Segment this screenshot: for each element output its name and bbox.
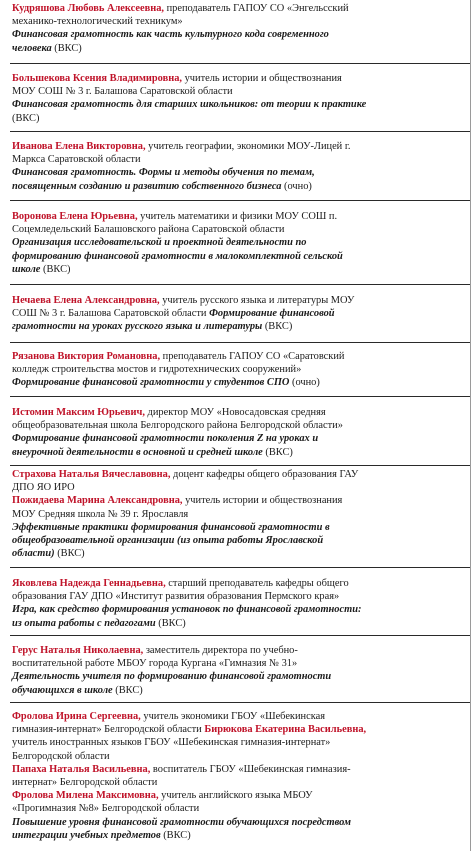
talk-topic: внеурочной деятельности в основной и средней школе bbox=[12, 446, 263, 458]
text-line bbox=[12, 829, 460, 842]
entry-text: директор МОУ «Новосадовская средняя bbox=[144, 407, 326, 418]
text-line bbox=[12, 710, 460, 723]
divider bbox=[10, 342, 470, 343]
text-line bbox=[12, 180, 460, 193]
text-line bbox=[12, 494, 460, 507]
text-line bbox=[12, 590, 460, 603]
talk-topic: общеобразовательной организации (из опыта работы Ярославской bbox=[12, 535, 324, 547]
text-line bbox=[12, 657, 460, 670]
talk-topic: Деятельность учителя по формированию финансовой грамотности bbox=[12, 671, 332, 683]
text-line bbox=[12, 577, 460, 590]
talk-topic: Финансовая грамотность. Формы и методы обучения по темам, bbox=[12, 167, 315, 179]
speaker-name: Большекова Ксения Владимировна, bbox=[12, 73, 183, 84]
talk-topic: посвященным созданию и развитию собственного бизнеса bbox=[12, 180, 282, 192]
entry-text: учитель английского языка МБОУ bbox=[158, 790, 313, 802]
text-line bbox=[12, 42, 460, 55]
participant-entry bbox=[12, 710, 460, 842]
entry-text: учитель математики и физики МОУ СОШ п. bbox=[137, 211, 338, 222]
text-line bbox=[12, 307, 460, 320]
talk-topic: Формирование финансовой грамотности у студентов СПО bbox=[12, 377, 290, 389]
text-line bbox=[12, 670, 460, 683]
entry-text: воспитательной работе МБОУ города Кургана «Гимназия № 31» bbox=[12, 658, 298, 670]
entry-text: (ВКС) bbox=[12, 112, 40, 124]
entry-text: МОУ СОШ № 3 г. Балашова Саратовской области bbox=[12, 86, 233, 98]
talk-topic: школе bbox=[12, 263, 41, 275]
text-line bbox=[12, 320, 460, 333]
entry-text: механико-технологический техникум» bbox=[12, 16, 183, 28]
entry-text: «Прогимназия №8» Белгородской области bbox=[12, 803, 200, 815]
entry-text: учитель экономики ГБОУ «Шебекинская bbox=[140, 711, 326, 722]
participant-entry bbox=[12, 406, 460, 459]
text-line bbox=[12, 363, 460, 376]
entry-text: (очно) bbox=[281, 180, 312, 192]
divider bbox=[10, 702, 470, 703]
entry-text: учитель русского языка и литературы МОУ bbox=[159, 295, 355, 306]
entry-text: учитель истории и обществознания bbox=[182, 73, 342, 84]
entry-text: воспитатель ГБОУ «Шебекинская гимназия- bbox=[150, 763, 351, 775]
text-line bbox=[12, 294, 460, 307]
divider bbox=[10, 284, 470, 285]
text-line bbox=[12, 603, 460, 616]
entry-text: общеобразовательная школа Белгородского района Белгородской области» bbox=[12, 420, 343, 432]
speaker-name: Страхова Наталья Вячеславовна, bbox=[12, 469, 171, 480]
talk-topic: формированию финансовой грамотности в малокомплектной сельской bbox=[12, 250, 343, 262]
talk-topic: Формирование финансовой грамотности поколения Z на уроках и bbox=[12, 433, 319, 445]
entry-text: (ВКС) bbox=[54, 548, 85, 560]
speaker-name: Нечаева Елена Александровна, bbox=[12, 295, 160, 306]
talk-topic: Финансовая грамотность для старших школьников: от теории к практике bbox=[12, 99, 367, 111]
text-line bbox=[12, 28, 460, 41]
entry-text: (ВКС) bbox=[112, 684, 143, 696]
text-line bbox=[12, 617, 460, 630]
text-line bbox=[12, 15, 460, 28]
speaker-name: Пожидаева Марина Александровна, bbox=[12, 495, 183, 507]
entry-text: СОШ № 3 г. Балашова Саратовской области bbox=[12, 308, 210, 320]
talk-topic: Игра, как средство формирования установок по финансовой грамотности: bbox=[12, 604, 362, 616]
text-line bbox=[12, 72, 460, 85]
talk-topic: обучающихся в школе bbox=[12, 684, 113, 696]
entry-text: старший преподаватель кафедры общего bbox=[165, 578, 349, 589]
text-line bbox=[12, 723, 460, 736]
speaker-name: Рязанова Виктория Романовна, bbox=[12, 351, 161, 362]
entry-text: (ВКС) bbox=[262, 446, 293, 458]
entry-text: (ВКС) bbox=[160, 829, 191, 841]
entry-text: колледж строительства мостов и гидротехнических сооружений» bbox=[12, 364, 302, 376]
text-line bbox=[12, 210, 460, 223]
text-line bbox=[12, 166, 460, 179]
entry-text: Маркса Саратовской области bbox=[12, 154, 141, 166]
text-line bbox=[12, 406, 460, 419]
speaker-name: Иванова Елена Викторовна, bbox=[12, 141, 146, 152]
participant-entry bbox=[12, 644, 460, 697]
talk-topic: Формирование финансовой bbox=[209, 308, 335, 320]
entry-text: учитель истории и обществознания bbox=[182, 495, 343, 507]
divider bbox=[10, 635, 470, 636]
talk-topic: области) bbox=[12, 548, 55, 560]
text-line bbox=[12, 85, 460, 98]
speaker-name: Яковлева Надежда Геннадьевна, bbox=[12, 578, 166, 589]
divider bbox=[10, 131, 470, 132]
entry-text: МОУ Средняя школа № 39 г. Ярославля bbox=[12, 508, 189, 520]
entry-text: (ВКС) bbox=[155, 617, 186, 629]
text-line bbox=[12, 236, 460, 249]
talk-topic: человека bbox=[12, 42, 52, 54]
text-line bbox=[12, 763, 460, 776]
text-line bbox=[12, 419, 460, 432]
text-line bbox=[12, 684, 460, 697]
text-line bbox=[12, 250, 460, 263]
speaker-name: Воронова Елена Юрьевна, bbox=[12, 211, 138, 222]
participant-entry bbox=[12, 72, 460, 125]
text-line bbox=[12, 534, 460, 547]
text-line bbox=[12, 98, 460, 111]
text-line bbox=[12, 432, 460, 445]
talk-topic: Организация исследовательской и проектной деятельности по bbox=[12, 237, 307, 249]
text-line bbox=[12, 750, 460, 763]
text-line bbox=[12, 376, 460, 389]
text-line bbox=[12, 112, 460, 125]
entry-text: образования ГАУ ДПО «Институт развития образования Пермского края» bbox=[12, 591, 340, 603]
participant-entry bbox=[12, 577, 460, 630]
entry-text: преподаватель ГАПОУ СО «Энгельсский bbox=[164, 3, 349, 14]
speaker-name: Истомин Максим Юрьевич, bbox=[12, 407, 145, 418]
entry-text: доцент кафедры общего образования ГАУ bbox=[170, 469, 359, 480]
talk-topic: Эффективные практики формирования финансовой грамотности в bbox=[12, 521, 330, 533]
text-line bbox=[12, 153, 460, 166]
entry-text: ДПО ЯО ИРО bbox=[12, 482, 75, 494]
speaker-name: Бирюкова Екатерина Васильевна, bbox=[204, 724, 367, 736]
entry-text: Белгородской области bbox=[12, 750, 110, 762]
entry-text: Соцемледельский Балашовского района Саратовской области bbox=[12, 224, 285, 236]
entry-text: учитель географии, экономики МОУ-Лицей г. bbox=[145, 141, 351, 152]
text-line bbox=[12, 776, 460, 789]
text-line bbox=[12, 2, 460, 15]
divider bbox=[10, 200, 470, 201]
text-line bbox=[12, 802, 460, 815]
text-line bbox=[12, 481, 460, 494]
speaker-name: Герус Наталья Николаевна, bbox=[12, 645, 144, 656]
divider bbox=[10, 63, 470, 64]
talk-topic: из опыта работы с педагогами bbox=[12, 617, 156, 629]
text-line bbox=[12, 521, 460, 534]
participant-entry bbox=[12, 210, 460, 276]
text-line bbox=[12, 508, 460, 521]
participant-entry bbox=[12, 2, 460, 55]
entry-text: (ВКС) bbox=[51, 42, 82, 54]
speaker-name: Фролова Милена Максимовна, bbox=[12, 790, 159, 802]
text-line bbox=[12, 789, 460, 802]
talk-topic: интеграции учебных предметов bbox=[12, 829, 161, 841]
divider bbox=[10, 396, 470, 397]
speaker-name: Фролова Ирина Сергеевна, bbox=[12, 711, 141, 722]
participant-entry bbox=[12, 140, 460, 193]
text-line bbox=[12, 736, 460, 749]
entry-text: (очно) bbox=[289, 377, 320, 389]
text-line bbox=[12, 223, 460, 236]
text-line bbox=[12, 446, 460, 459]
talk-topic: Повышение уровня финансовой грамотности обучающихся посредством bbox=[12, 816, 352, 828]
speaker-name: Кудряшова Любовь Алексеевна, bbox=[12, 3, 164, 14]
text-line bbox=[12, 350, 460, 363]
talk-topic: Финансовая грамотность как часть культурного кода современного bbox=[12, 29, 329, 41]
text-line bbox=[12, 816, 460, 829]
divider bbox=[10, 567, 470, 568]
entry-text: заместитель директора по учебно- bbox=[143, 645, 298, 656]
divider bbox=[10, 465, 470, 466]
text-line bbox=[12, 547, 460, 560]
speaker-name: Папаха Наталья Васильевна, bbox=[12, 763, 151, 775]
text-line bbox=[12, 263, 460, 276]
text-line bbox=[12, 644, 460, 657]
entry-text: (ВКС) bbox=[262, 321, 293, 333]
text-line bbox=[12, 140, 460, 153]
entry-text: (ВКС) bbox=[40, 263, 71, 275]
talk-topic: грамотности на уроках русского языка и литературы bbox=[12, 321, 263, 333]
participant-entry bbox=[12, 350, 460, 390]
text-line bbox=[12, 468, 460, 481]
participant-entry bbox=[12, 294, 460, 334]
entry-text: учитель иностранных языков ГБОУ «Шебекинская гимназия-интернат» bbox=[12, 737, 331, 749]
entry-text: интернат» Белгородской области bbox=[12, 777, 158, 789]
entry-text: преподаватель ГАПОУ СО «Саратовский bbox=[160, 351, 345, 362]
entry-text: гимназия-интернат» Белгородской области bbox=[12, 724, 205, 736]
participant-entry bbox=[12, 468, 460, 560]
